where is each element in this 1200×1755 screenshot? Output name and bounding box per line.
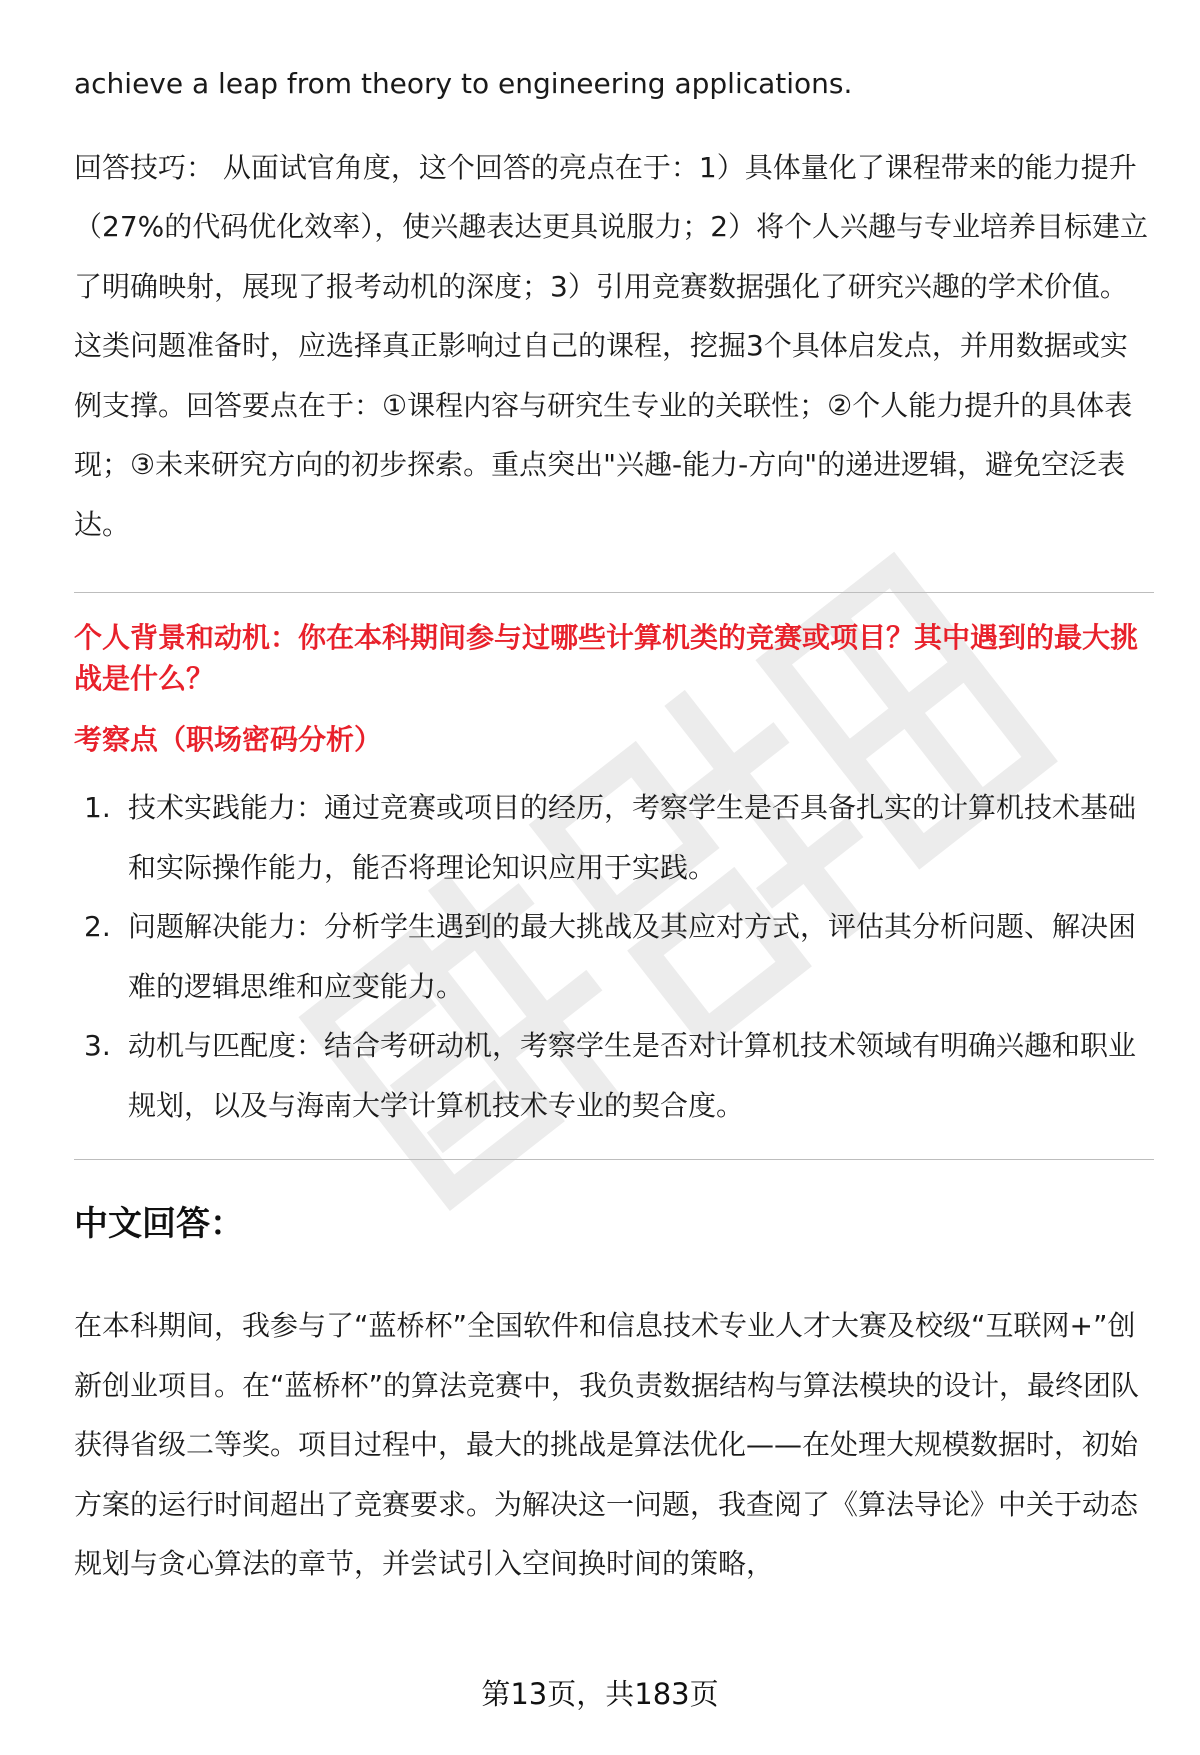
focus-point-item <box>74 1016 1154 1135</box>
focus-point-number: 1. <box>84 791 111 824</box>
focus-point-number: 2. <box>84 910 111 943</box>
answer-tips-paragraph: 回答技巧： 从面试官角度，这个回答的亮点在于：1）具体量化了课程带来的能力提升（27%的代码优化效率），使兴趣表达更具说服力；2）将个人兴趣与专业培养目标建立了明确映射，展现了报考动机的深度；3）引用竞赛数据强化了研究兴趣的学术价值。这类问题准备时，应选择真正影响过自己的课程，挖掘3个具体启发点，并用数据或实例支撑。回答要点在于：①课程内容与研究生专业的关联性；②个人能力提升的具体表现；③未来研究方向的初步探索。重点突出"兴趣-能力-方向"的递进逻辑，避免空泛表达。 <box>74 150 1149 541</box>
focus-point-number: 3. <box>84 1029 111 1062</box>
answer-heading: 中文回答： <box>74 1204 244 1244</box>
focus-points-list <box>74 778 1154 1135</box>
focus-point-text: 问题解决能力：分析学生遇到的最大挑战及其应对方式，评估其分析问题、解决困难的逻辑思维和应变能力。 <box>128 910 1137 1003</box>
page-number-footer: 第13页，共183页 <box>481 1677 719 1711</box>
focus-point-text: 技术实践能力：通过竞赛或项目的经历，考察学生是否具备扎实的计算机技术基础和实际操作能力，能否将理论知识应用于实践。 <box>128 791 1137 884</box>
english-tail-text: achieve a leap from theory to engineering applications. <box>74 67 853 100</box>
focus-point-item <box>74 778 1154 897</box>
main-content <box>74 54 1154 1594</box>
question-title: 个人背景和动机：你在本科期间参与过哪些计算机类的竞赛或项目？其中遇到的最大挑战是什么？ <box>74 621 1139 695</box>
focus-heading: 考察点（职场密码分析） <box>74 723 383 756</box>
focus-point-text: 动机与匹配度：结合考研动机，考察学生是否对计算机技术领域有明确兴趣和职业规划，以及与海南大学计算机技术专业的契合度。 <box>128 1029 1137 1122</box>
answer-body-paragraph: 在本科期间，我参与了“蓝桥杯”全国软件和信息技术专业人才大赛及校级“互联网+”创新创业项目。在“蓝桥杯”的算法竞赛中，我负责数据结构与算法模块的设计，最终团队获得省级二等奖。项目过程中，最大的挑战是算法优化——在处理大规模数据时，初始方案的运行时间超出了竞赛要求。为解决这一问题，我查阅了《算法导论》中关于动态规划与贪心算法的章节，并尝试引入空间换时间的策略， <box>74 1309 1140 1580</box>
focus-point-item <box>74 897 1154 1016</box>
